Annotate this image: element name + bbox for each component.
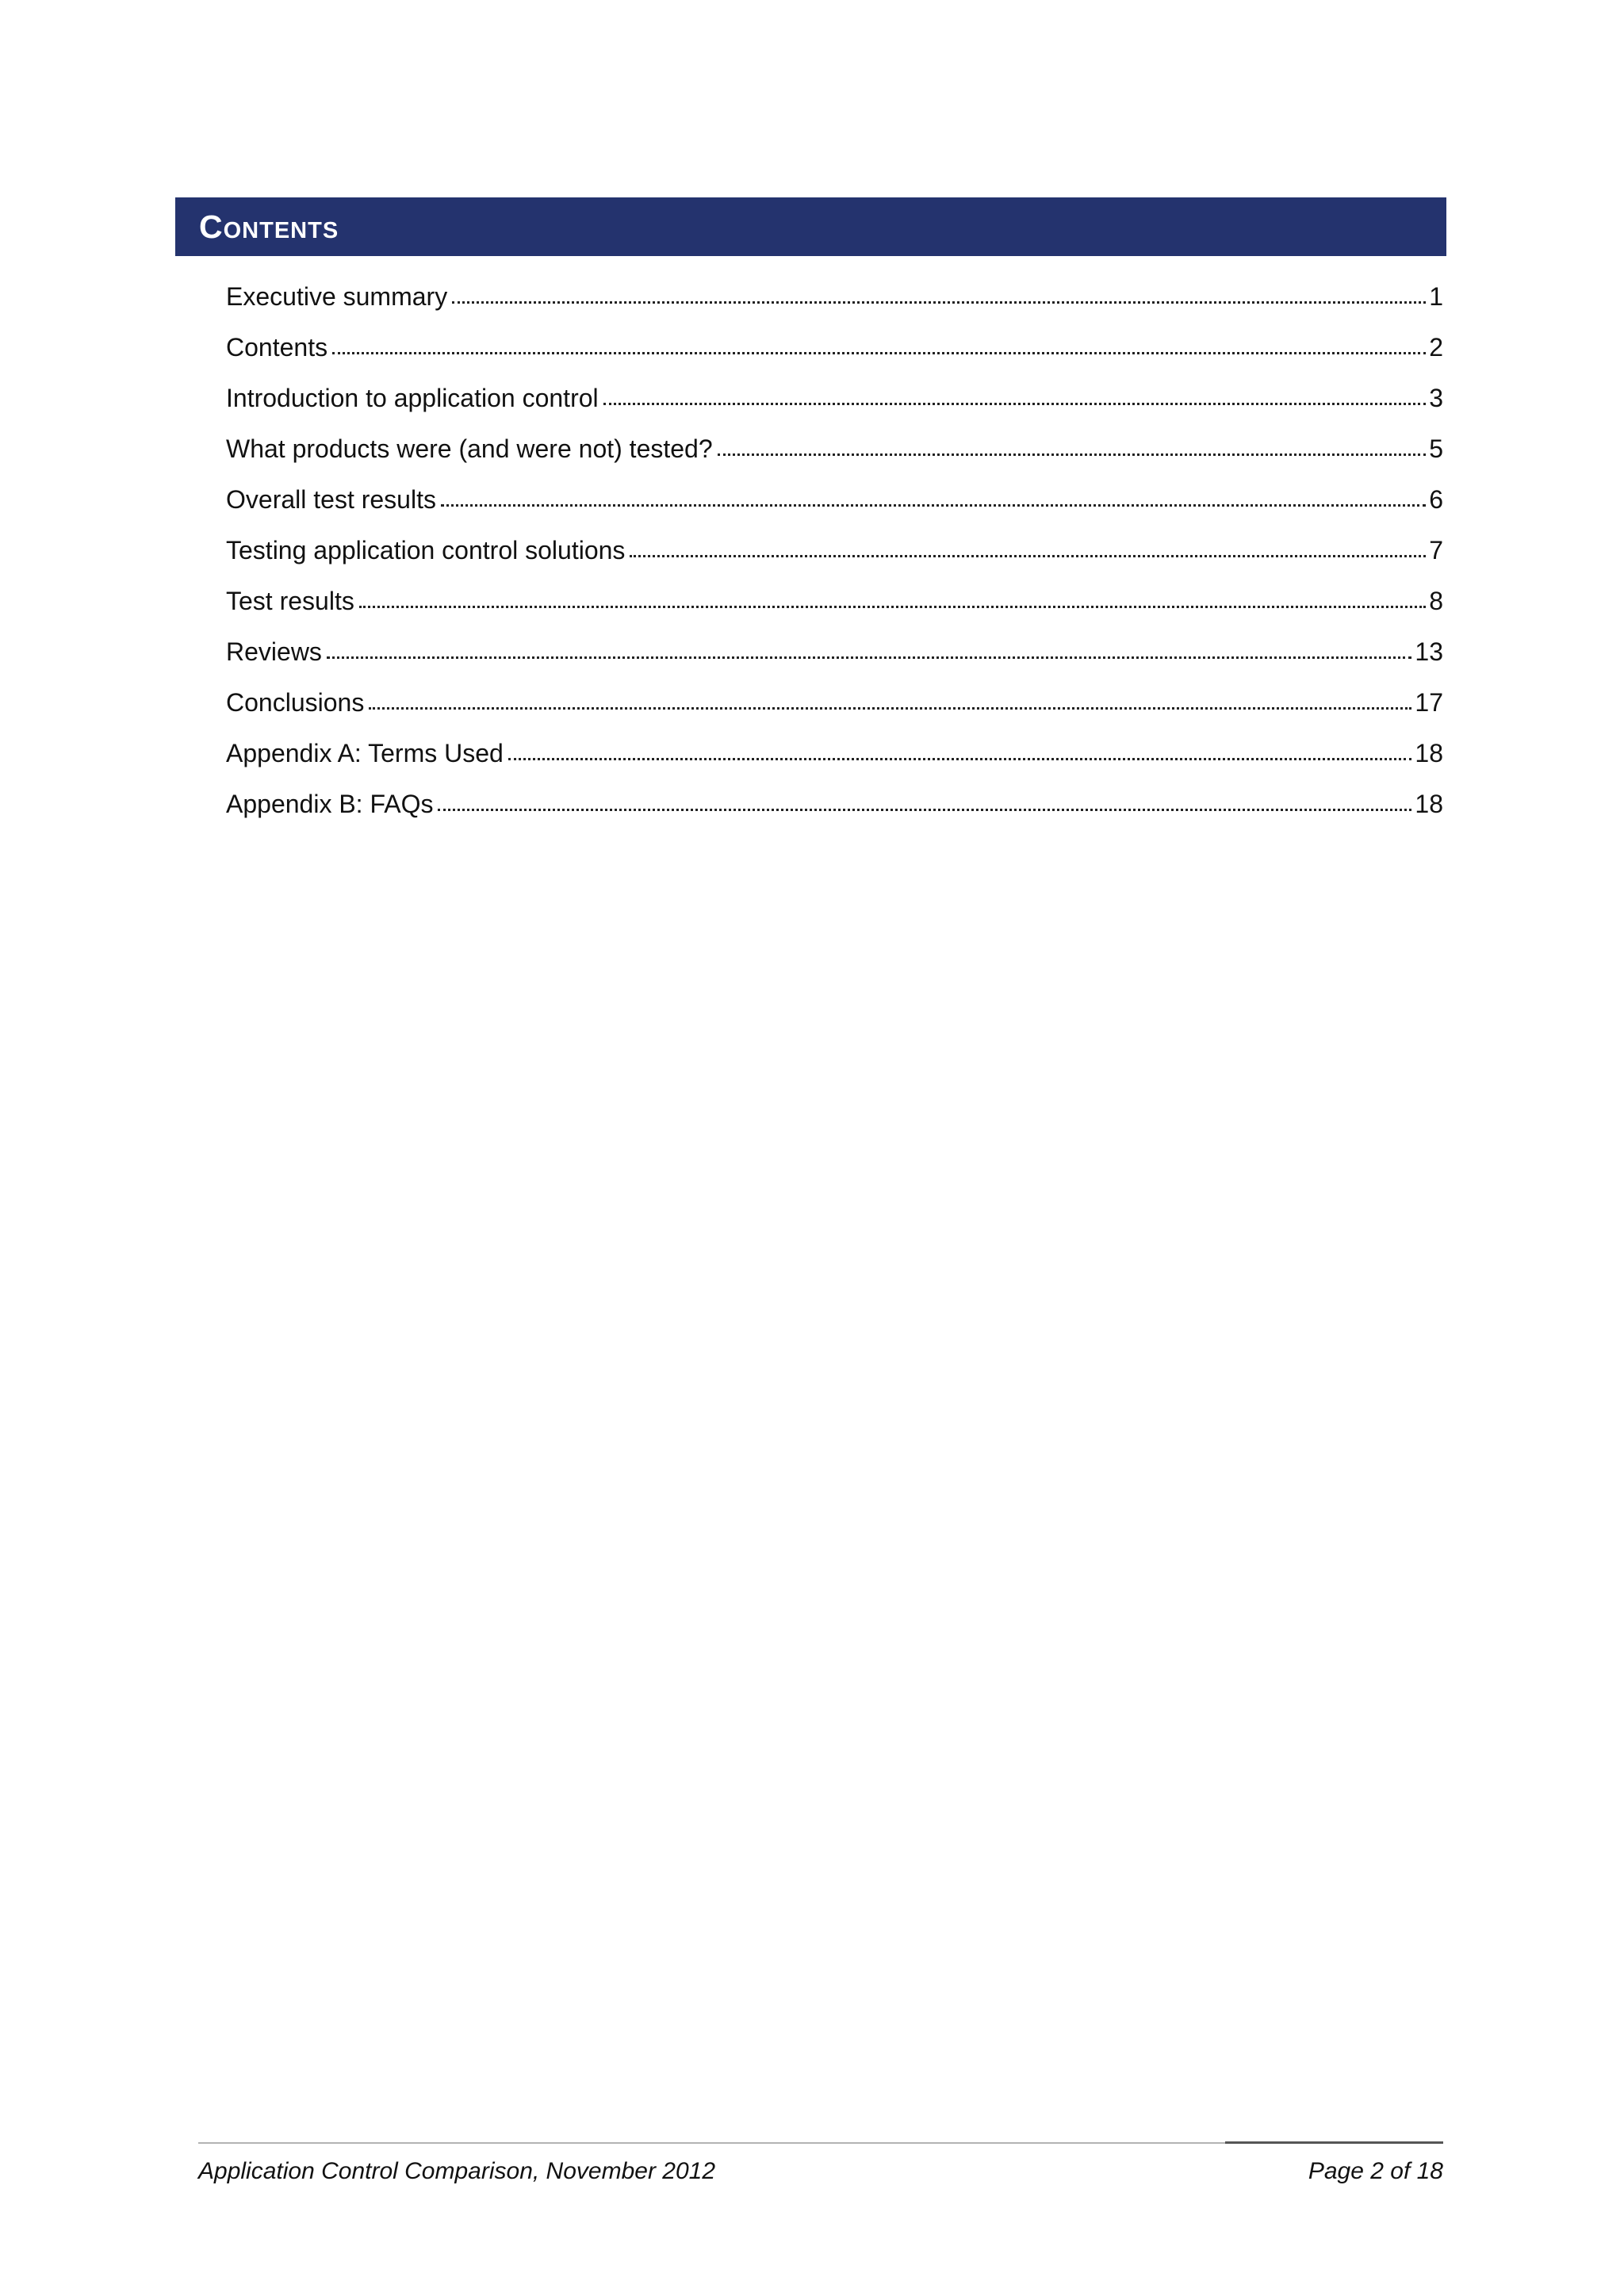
toc-entry-products-tested[interactable] xyxy=(226,436,1443,487)
toc-entry-page: 18 xyxy=(1415,739,1443,767)
toc-entry-test-results[interactable] xyxy=(226,588,1443,639)
toc-dot-leader xyxy=(438,808,1411,811)
toc-entry-page: 5 xyxy=(1429,434,1443,463)
toc-entry-executive-summary[interactable] xyxy=(226,284,1443,335)
toc-entry-page: 1 xyxy=(1429,282,1443,311)
toc-dot-leader xyxy=(452,300,1426,304)
toc-dot-leader xyxy=(332,351,1426,354)
toc-entry-title: What products were (and were not) tested? xyxy=(226,434,713,463)
toc-entry-page: 18 xyxy=(1415,790,1443,818)
toc-entry-page: 2 xyxy=(1429,333,1443,362)
toc-dot-leader xyxy=(327,656,1411,659)
toc-entry-page: 17 xyxy=(1415,688,1443,717)
toc-entry-reviews[interactable] xyxy=(226,639,1443,690)
toc-dot-leader xyxy=(630,554,1426,557)
toc-entry-page: 8 xyxy=(1429,587,1443,615)
toc-entry-conclusions[interactable] xyxy=(226,690,1443,740)
toc-entry-overall-results[interactable] xyxy=(226,487,1443,538)
toc-entry-title: Conclusions xyxy=(226,688,365,717)
footer-document-title: Application Control Comparison, November 2012 xyxy=(198,2158,716,2184)
toc-entry-title: Reviews xyxy=(226,637,322,666)
toc-entry-contents[interactable] xyxy=(226,335,1443,385)
toc-entry-page: 3 xyxy=(1429,384,1443,412)
toc-dot-leader xyxy=(718,453,1427,456)
toc-entry-title: Overall test results xyxy=(226,485,436,514)
table-of-contents xyxy=(226,284,1443,842)
toc-entry-appendix-a[interactable] xyxy=(226,740,1443,791)
toc-entry-title: Appendix B: FAQs xyxy=(226,790,434,818)
section-heading-bar xyxy=(175,197,1446,256)
footer-divider-accent xyxy=(1225,2141,1443,2144)
toc-dot-leader xyxy=(441,503,1426,507)
toc-entry-title: Contents xyxy=(226,333,328,362)
toc-dot-leader xyxy=(508,757,1412,760)
toc-dot-leader xyxy=(603,402,1427,405)
footer-page-number: Page 2 of 18 xyxy=(1308,2158,1443,2184)
toc-entry-title: Testing application control solutions xyxy=(226,536,626,564)
toc-entry-title: Test results xyxy=(226,587,354,615)
toc-entry-page: 7 xyxy=(1429,536,1443,564)
toc-entry-introduction[interactable] xyxy=(226,385,1443,436)
toc-entry-title: Appendix A: Terms Used xyxy=(226,739,504,767)
toc-entry-appendix-b[interactable] xyxy=(226,791,1443,842)
section-heading: Contents xyxy=(199,208,339,245)
toc-dot-leader xyxy=(359,605,1426,608)
toc-entry-page: 13 xyxy=(1415,637,1443,666)
toc-dot-leader xyxy=(369,706,1411,710)
toc-entry-testing-solutions[interactable] xyxy=(226,538,1443,588)
toc-entry-page: 6 xyxy=(1429,485,1443,514)
toc-entry-title: Executive summary xyxy=(226,282,448,311)
toc-entry-title: Introduction to application control xyxy=(226,384,599,412)
